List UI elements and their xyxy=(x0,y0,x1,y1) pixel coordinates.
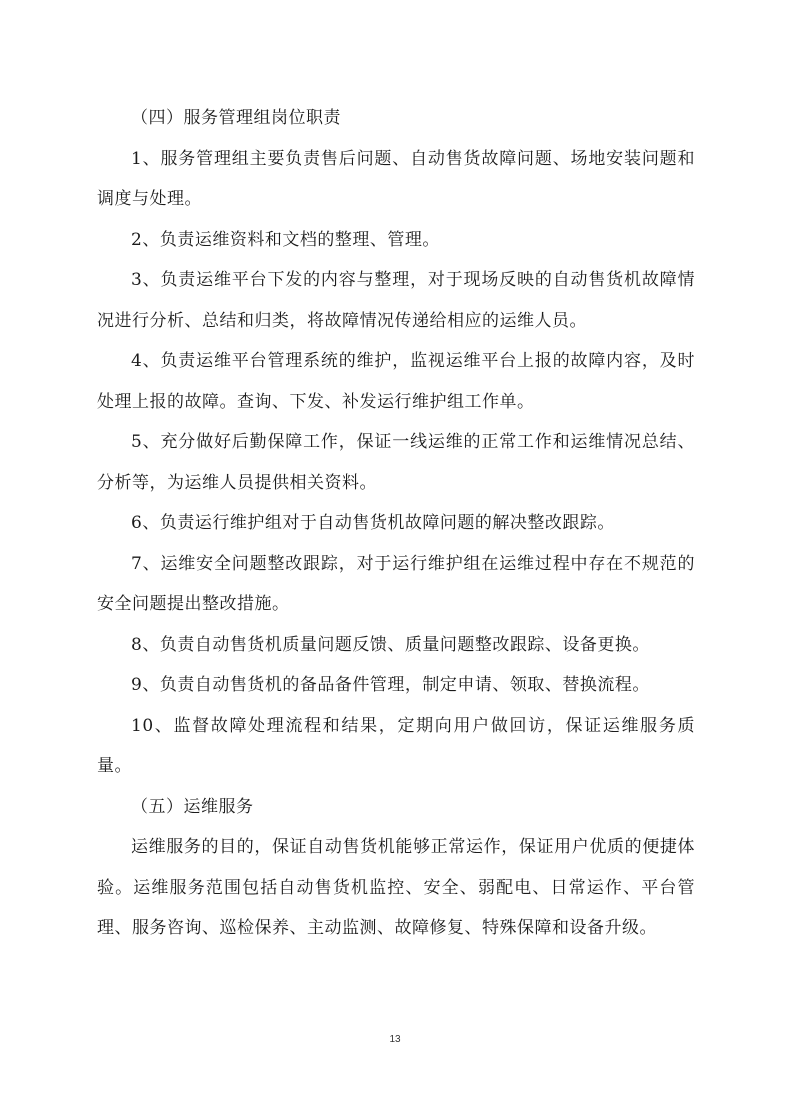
section-heading-5: （五）运维服务 xyxy=(131,796,254,817)
list-item-1: 1、服务管理组主要负责售后问题、自动售货故障问题、场地安装问题和调度与处理。 xyxy=(97,148,695,209)
page-content xyxy=(97,98,695,949)
list-item-8: 8、负责自动售货机质量问题反馈、质量问题整改跟踪、设备更换。 xyxy=(131,634,650,655)
list-item-4: 4、负责运维平台管理系统的维护，监视运维平台上报的故障内容，及时处理上报的故障。查询、下发、补发运行维护组工作单。 xyxy=(97,351,695,412)
list-item-7: 7、运维安全问题整改跟踪，对于运行维护组在运维过程中存在不规范的安全问题提出整改措施。 xyxy=(97,553,695,614)
list-item-9: 9、负责自动售货机的备品备件管理，制定申请、领取、替换流程。 xyxy=(131,675,650,695)
list-item-10: 10、监督故障处理流程和结果，定期向用户做回访，保证运维服务质量。 xyxy=(97,715,695,776)
list-item-3: 3、负责运维平台下发的内容与整理，对于现场反映的自动售货机故障情况进行分析、总结和归类，将故障情况传递给相应的运维人员。 xyxy=(97,270,695,331)
page-number: 13 xyxy=(389,1034,401,1045)
list-item-6: 6、负责运行维护组对于自动售货机故障问题的解决整改跟踪。 xyxy=(131,513,615,533)
section-heading-4: （四）服务管理组岗位职责 xyxy=(131,108,341,128)
section-5-body: 运维服务的目的，保证自动售货机能够正常运作，保证用户优质的便捷体验。运维服务范围包括自动售货机监控、安全、弱配电、日常运作、平台管理、服务咨询、巡检保养、主动监测、故障修复、特殊保障和设备升级。 xyxy=(97,837,695,938)
list-item-5: 5、充分做好后勤保障工作，保证一线运维的正常工作和运维情况总结、分析等，为运维人员提供相关资料。 xyxy=(97,432,695,493)
list-item-2: 2、负责运维资料和文档的整理、管理。 xyxy=(131,229,440,250)
